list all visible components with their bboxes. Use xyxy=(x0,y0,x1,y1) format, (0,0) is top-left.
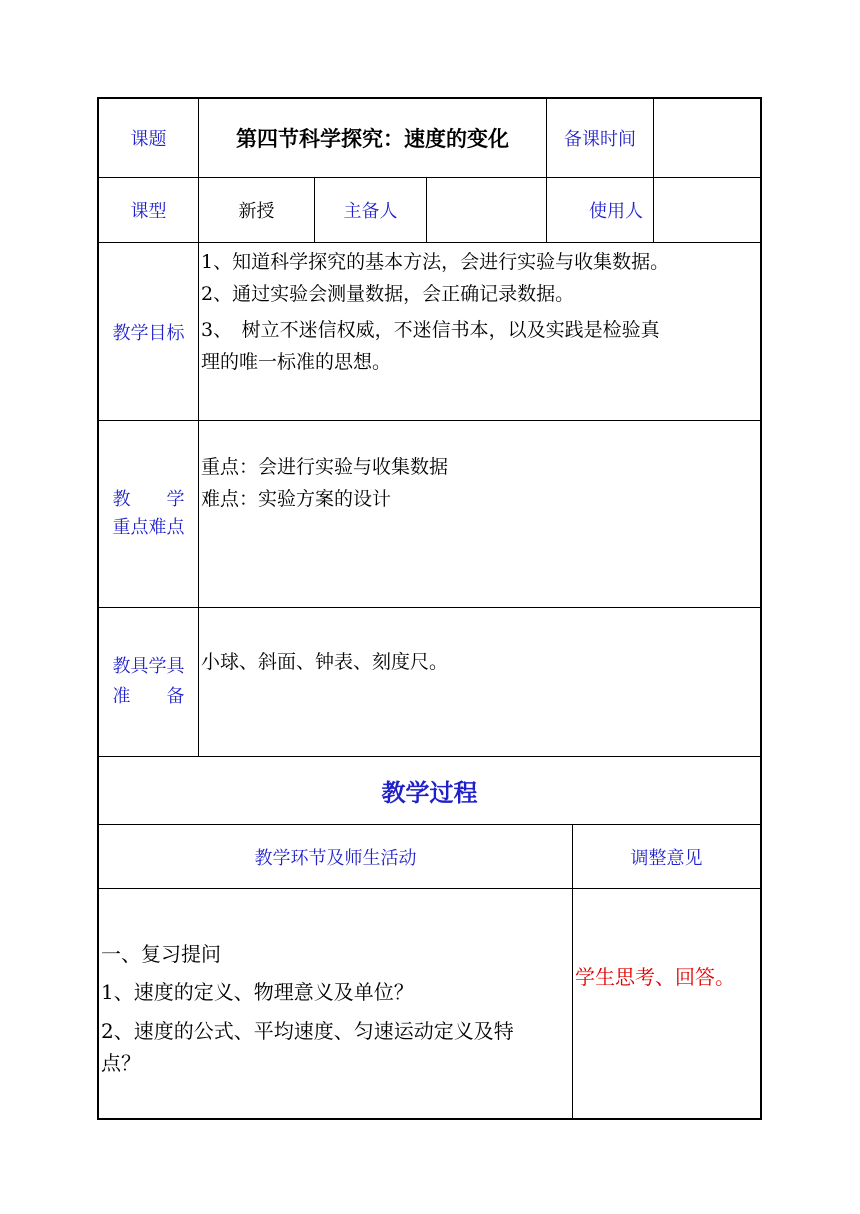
activities-column-header: 教学环节及师生活动 xyxy=(99,825,573,889)
materials-content: 小球、斜面、钟表、刻度尺。 xyxy=(199,608,760,757)
objectives-content xyxy=(199,243,760,421)
objective-line-4: 理的唯一标准的思想。 xyxy=(201,351,392,373)
process-heading: 教学过程 xyxy=(99,757,760,825)
type-value: 新授 xyxy=(199,178,315,243)
lead-preparer-label: 主备人 xyxy=(315,178,427,243)
adjust-note: 学生思考、回答。 xyxy=(575,965,735,989)
activity-line-3: 2、速度的公式、平均速度、匀速运动定义及特 xyxy=(101,1019,514,1043)
topic-value: 第四节科学探究：速度的变化 xyxy=(199,99,547,178)
objective-line-1: 1、知道科学探究的基本方法，会进行实验与收集数据。 xyxy=(201,251,670,273)
prep-time-value xyxy=(654,99,760,178)
materials-label-line-2: 准 备 xyxy=(112,686,185,707)
activity-line-4: 点？ xyxy=(101,1051,141,1075)
key-point-line-2: 难点：实验方案的设计 xyxy=(201,488,392,510)
objective-line-3: 3、 树立不迷信权威，不迷信书本，以及实践是检验真 xyxy=(201,319,660,341)
user-value xyxy=(654,178,760,243)
objective-line-2: 2、通过实验会测量数据，会正确记录数据。 xyxy=(201,283,575,305)
topic-label: 课题 xyxy=(99,99,199,178)
key-points-label xyxy=(99,421,199,608)
materials-label xyxy=(99,608,199,757)
lead-preparer-value xyxy=(427,178,547,243)
materials-label-line-1: 教具学具 xyxy=(112,656,185,677)
activity-line-2: 1、速度的定义、物理意义及单位？ xyxy=(101,980,414,1004)
key-point-line-1: 重点：会进行实验与收集数据 xyxy=(201,456,449,478)
type-label: 课型 xyxy=(99,178,199,243)
activity-line-1: 一、复习提问 xyxy=(101,942,221,966)
activities-content xyxy=(99,889,573,1118)
user-label: 使用人 xyxy=(547,178,654,243)
key-points-content xyxy=(199,421,760,608)
prep-time-label: 备课时间 xyxy=(547,99,654,178)
key-points-label-line-1: 教 学 xyxy=(112,489,185,510)
objectives-label: 教学目标 xyxy=(99,243,199,421)
key-points-label-line-2: 重点难点 xyxy=(112,517,185,538)
lesson-plan-table xyxy=(97,97,762,1120)
adjust-column-header: 调整意见 xyxy=(573,825,760,889)
